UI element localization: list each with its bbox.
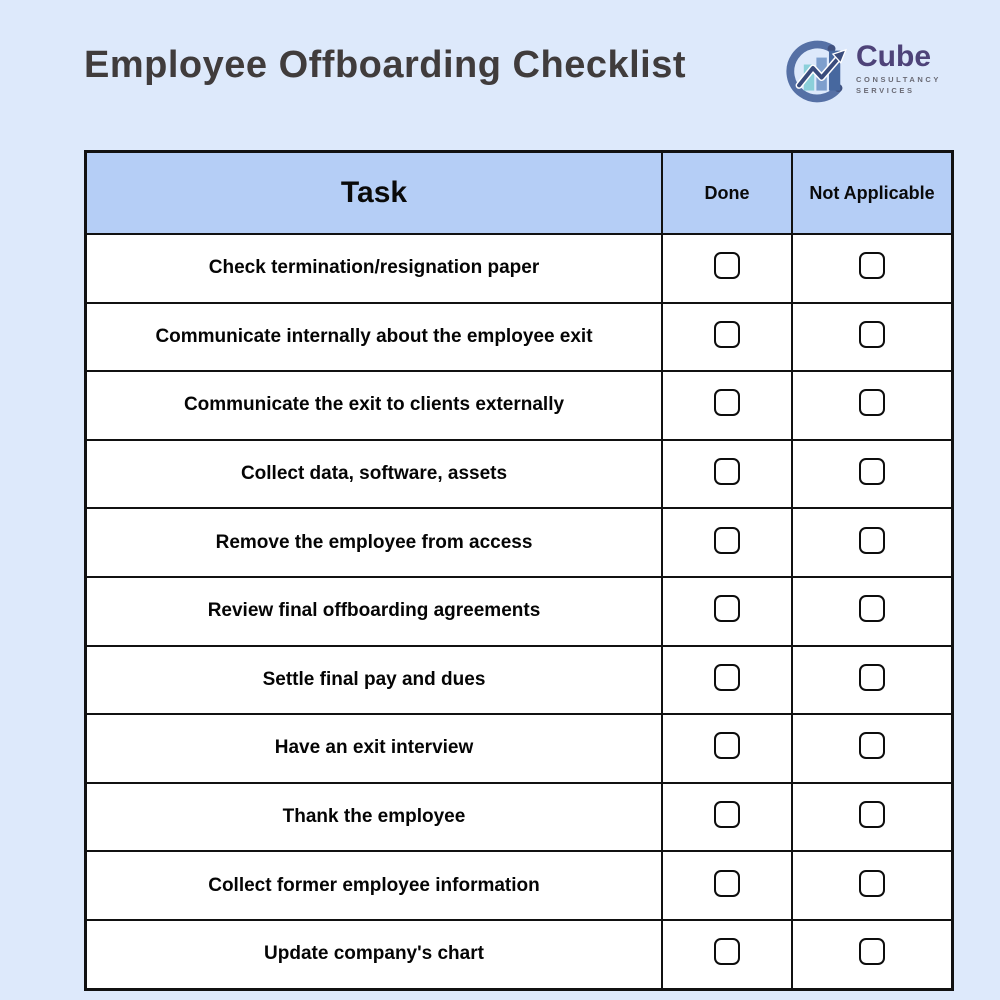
done-checkbox[interactable] xyxy=(714,938,740,965)
done-checkbox[interactable] xyxy=(714,801,740,828)
not-applicable-cell xyxy=(792,303,953,372)
not-applicable-checkbox[interactable] xyxy=(859,595,885,622)
logo-text xyxy=(856,39,941,95)
task-label: Remove the employee from access xyxy=(86,508,663,577)
done-checkbox[interactable] xyxy=(714,664,740,691)
not-applicable-cell xyxy=(792,920,953,989)
not-applicable-cell xyxy=(792,646,953,715)
done-checkbox[interactable] xyxy=(714,870,740,897)
column-header-not-applicable: Not Applicable xyxy=(792,152,953,235)
table-row xyxy=(86,646,953,715)
logo-name: Cube xyxy=(856,39,931,73)
done-checkbox[interactable] xyxy=(714,321,740,348)
table-row xyxy=(86,851,953,920)
done-checkbox[interactable] xyxy=(714,595,740,622)
not-applicable-cell xyxy=(792,508,953,577)
not-applicable-checkbox[interactable] xyxy=(859,321,885,348)
done-checkbox[interactable] xyxy=(714,389,740,416)
header-row xyxy=(86,152,953,235)
column-header-done: Done xyxy=(662,152,792,235)
not-applicable-cell xyxy=(792,234,953,303)
not-applicable-checkbox[interactable] xyxy=(859,527,885,554)
done-cell xyxy=(662,303,792,372)
not-applicable-checkbox[interactable] xyxy=(859,458,885,485)
done-cell xyxy=(662,851,792,920)
done-checkbox[interactable] xyxy=(714,458,740,485)
task-label: Thank the employee xyxy=(86,783,663,852)
done-cell xyxy=(662,371,792,440)
done-cell xyxy=(662,646,792,715)
not-applicable-checkbox[interactable] xyxy=(859,938,885,965)
done-cell xyxy=(662,920,792,989)
company-logo xyxy=(786,32,941,104)
table-row xyxy=(86,783,953,852)
task-label: Communicate internally about the employee exit xyxy=(86,303,663,372)
done-cell xyxy=(662,234,792,303)
task-label: Review final offboarding agreements xyxy=(86,577,663,646)
done-checkbox[interactable] xyxy=(714,527,740,554)
task-label: Check termination/resignation paper xyxy=(86,234,663,303)
table-row xyxy=(86,303,953,372)
not-applicable-cell xyxy=(792,783,953,852)
not-applicable-checkbox[interactable] xyxy=(859,732,885,759)
done-checkbox[interactable] xyxy=(714,252,740,279)
done-cell xyxy=(662,577,792,646)
not-applicable-checkbox[interactable] xyxy=(859,664,885,691)
done-checkbox[interactable] xyxy=(714,732,740,759)
done-cell xyxy=(662,508,792,577)
done-cell xyxy=(662,440,792,509)
not-applicable-checkbox[interactable] xyxy=(859,870,885,897)
not-applicable-cell xyxy=(792,371,953,440)
not-applicable-checkbox[interactable] xyxy=(859,801,885,828)
not-applicable-cell xyxy=(792,714,953,783)
not-applicable-checkbox[interactable] xyxy=(859,252,885,279)
task-label: Collect former employee information xyxy=(86,851,663,920)
logo-chart-swoosh-icon xyxy=(786,32,852,104)
not-applicable-cell xyxy=(792,440,953,509)
logo-tagline-line2: SERVICES xyxy=(856,86,915,95)
table-row xyxy=(86,920,953,989)
task-label: Collect data, software, assets xyxy=(86,440,663,509)
not-applicable-checkbox[interactable] xyxy=(859,389,885,416)
checklist-table xyxy=(84,150,954,991)
page-title: Employee Offboarding Checklist xyxy=(84,44,686,86)
table-row xyxy=(86,234,953,303)
table-row xyxy=(86,714,953,783)
table-row xyxy=(86,440,953,509)
task-label: Have an exit interview xyxy=(86,714,663,783)
task-label: Update company's chart xyxy=(86,920,663,989)
done-cell xyxy=(662,714,792,783)
done-cell xyxy=(662,783,792,852)
not-applicable-cell xyxy=(792,577,953,646)
table-row xyxy=(86,371,953,440)
task-label: Settle final pay and dues xyxy=(86,646,663,715)
logo-tagline-line1: CONSULTANCY xyxy=(856,74,941,84)
column-header-task: Task xyxy=(86,152,663,235)
table-row xyxy=(86,577,953,646)
table-row xyxy=(86,508,953,577)
not-applicable-cell xyxy=(792,851,953,920)
task-label: Communicate the exit to clients externally xyxy=(86,371,663,440)
